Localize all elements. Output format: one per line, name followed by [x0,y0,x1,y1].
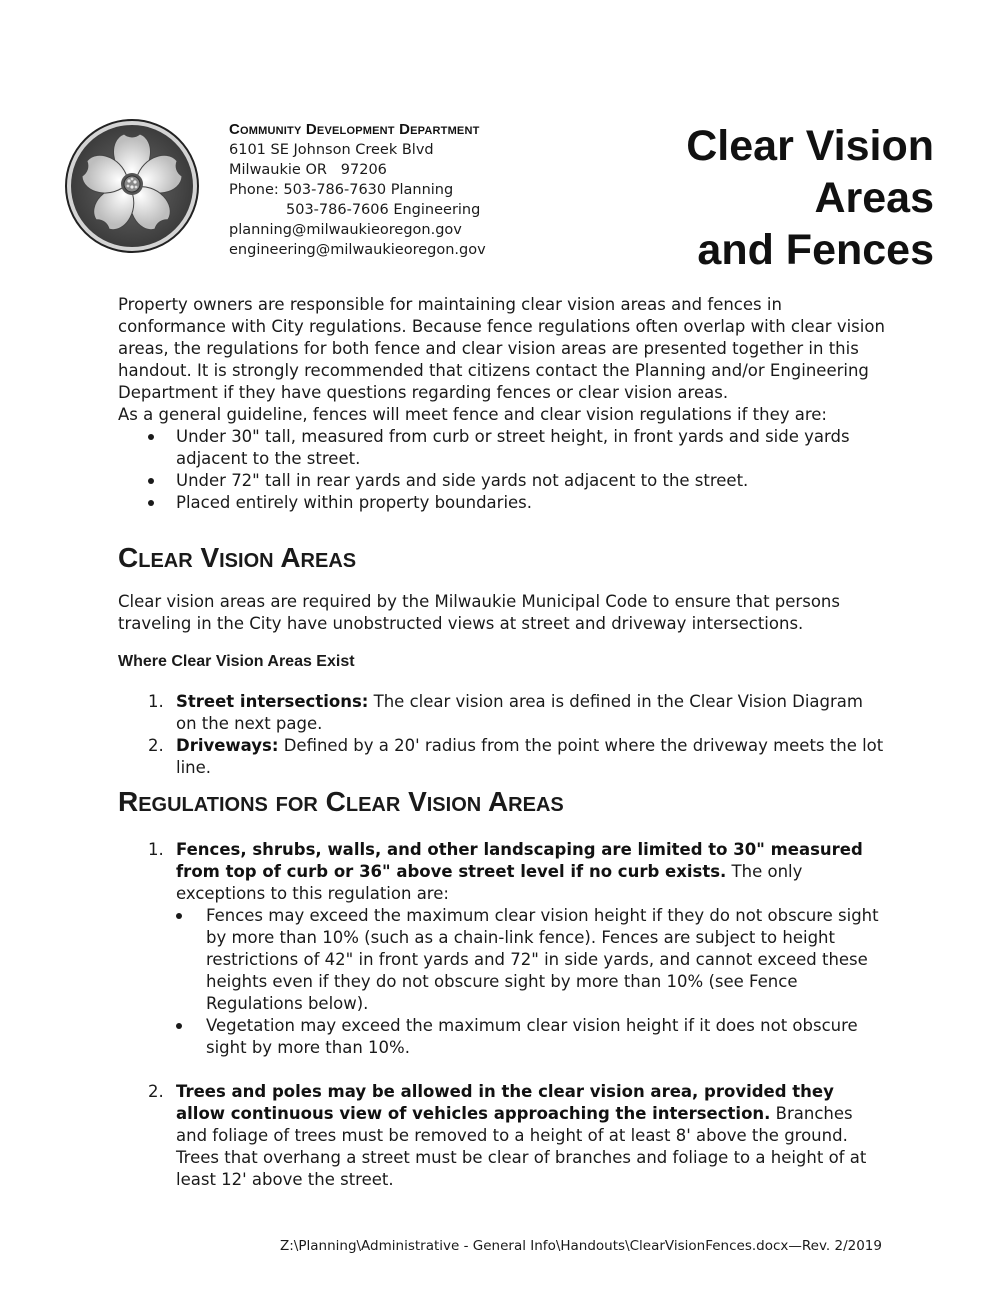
guideline-text: As a general guideline, fences will meet fence and clear vision regulations if they are: [118,405,827,424]
item-lead: Driveways: [176,736,279,755]
item-lead: Fences, shrubs, walls, and other landscaping are limited to 30" measured from top of curb or 36" above street level if no curb exists. [176,840,863,881]
department-contact-block [229,120,649,260]
intro-paragraph: Property owners are responsible for maintaining clear vision areas and fences in conformance with City regulations. Because fence regulations often overlap with clear vision areas, the regulations for both fence and clear vision areas are presented together in this handout. It is strongly recommended that citizens contact the Planning and/or Engineering Department if they have questions regarding fences or clear vision areas. [118,295,885,402]
department-name: Community Development Department [229,121,480,138]
address-line-2: Milwaukie OR 97206 [229,162,387,178]
list-item: Vegetation may exceed the maximum clear vision height if it does not obscure sight by more than 10%. [176,1015,888,1059]
item-text: The clear vision area is defined in the Clear Vision Diagram on the next page. [176,692,863,733]
item-number: 1. [148,840,164,859]
list-item: Under 30" tall, measured from curb or street height, in front yards and side yards adjacent to the street. [118,426,888,470]
item-lead: Street intersections: [176,692,369,711]
list-item: Under 72" tall in rear yards and side yards not adjacent to the street. [118,470,888,492]
subheading-where-exist: Where Clear Vision Areas Exist [118,653,355,670]
list-item [118,691,888,735]
email-planning: planning@milwaukieoregon.gov [229,222,462,238]
item-text: Branches and foliage of trees must be removed to a height of at least 8' above the ground. Trees that overhang a street must be clear of branches and foliage to a height of at least 12' above the street. [176,1104,867,1189]
exceptions-list [176,905,888,1059]
item-lead: Trees and poles may be allowed in the clear vision area, provided they allow continuous view of vehicles approaching the intersection. [176,1082,834,1123]
where-list [118,691,888,779]
item-number: 2. [148,1082,164,1101]
list-item [118,735,888,779]
guideline-list [118,426,888,514]
phone-engineering: 503-786-7606 Engineering [286,202,481,218]
list-item: Placed entirely within property boundaries. [118,492,888,514]
dogwood-flower-logo [64,118,200,254]
regulations-list [118,839,888,1191]
document-title [634,120,934,276]
section-heading-clear-vision: Clear Vision Areas [118,542,357,573]
title-line-1: Clear Vision [686,122,934,170]
list-item [118,1081,888,1191]
address-line-1: 6101 SE Johnson Creek Blvd [229,142,434,158]
main-content [118,294,888,1191]
title-line-3: and Fences [697,226,934,274]
item-number: 2. [148,736,164,755]
list-item: Fences may exceed the maximum clear vision height if they do not obscure sight by more than 10% (such as a chain-link fence). Fences are subject to height restrictions of 42" in front yards and 72" in side yards, and cannot exceed these heights even if they do not obscure sight by more than 10% (see Fence Regulations below). [176,905,888,1015]
clear-vision-paragraph: Clear vision areas are required by the Milwaukie Municipal Code to ensure that persons traveling in the City have unobstructed views at street and driveway intersections. [118,592,840,633]
title-line-2: Areas [814,174,934,222]
item-text: The only exceptions to this regulation are: [176,862,803,903]
email-engineering: engineering@milwaukieoregon.gov [229,242,486,258]
footer-file-path: Z:\Planning\Administrative - General Info\Handouts\ClearVisionFences.docx—Rev. 2/2019 [280,1238,882,1254]
phone-planning: Phone: 503-786-7630 Planning [229,182,454,198]
item-number: 1. [148,692,164,711]
list-item [118,839,888,1059]
item-text: Defined by a 20' radius from the point where the driveway meets the lot line. [176,736,884,777]
section-heading-regulations: Regulations for Clear Vision Areas [118,786,564,817]
